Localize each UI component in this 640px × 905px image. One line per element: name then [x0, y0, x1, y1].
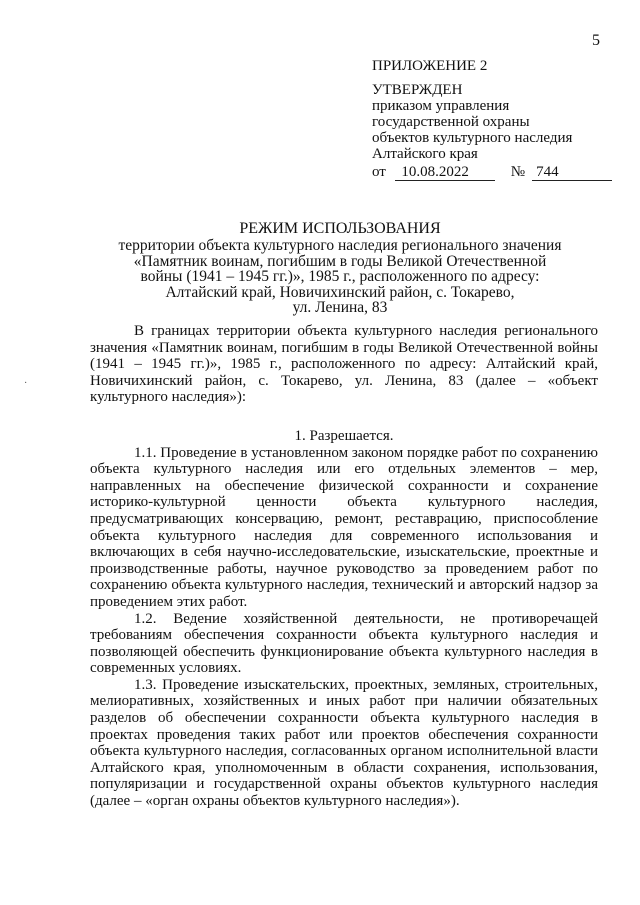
- heading-line: «Памятник воинам, погибшим в годы Великой Отечественной: [133, 252, 547, 270]
- order-date-number-row: [372, 164, 612, 181]
- from-label: от: [372, 164, 386, 180]
- heading-line: войны (1941 – 1945 гг.)», 1985 г., расположенного по адресу:: [140, 268, 540, 285]
- intro-paragraph: В границах территории объекта культурного наследия регионального значения «Памятник воинам, погибшим в годы Великой Отечественной войны (1941 – 1945 гг.)», 1985 г., расположенного по адресу: Алтайский край, Новичихинский район, с. Токарево, ул. Ленина, 83 (далее – «объект культурного наследия»):: [90, 323, 598, 406]
- approved-label: УТВЕРЖДЕН: [372, 82, 463, 98]
- annex-label: ПРИЛОЖЕНИЕ 2: [372, 58, 488, 74]
- section-item: 1.3. Проведение изыскательских, проектных, земляных, строительных, мелиоративных, хозяйственных и иных работ при наличии обязательных разделов об обеспечении сохранности объекта культурного наследия в проектах проведения таких работ или проектов обеспечения сохранности объекта культурного наследия, согласованных органом исполнительной власти Алтайского края, уполномоченным в области сохранения, использования, популяризации и государственной охраны объектов культурного наследия (далее – «орган охраны объектов культурного наследия»).: [90, 676, 598, 810]
- approval-line: государственной охраны: [372, 114, 530, 130]
- heading-line: ул. Ленина, 83: [292, 299, 388, 316]
- page-number: 5: [592, 32, 600, 49]
- order-number: 744: [532, 164, 612, 181]
- number-label: №: [510, 164, 526, 180]
- section-item: 1.2. Ведение хозяйственной деятельности, не противоречащей требованиям обеспечения сохранности объекта культурного наследия и позволяющей обеспечить функционирование объекта культурного наследия в современных условиях.: [90, 610, 598, 677]
- document-heading: [90, 220, 590, 316]
- document-body: [90, 323, 598, 810]
- document-title: РЕЖИМ ИСПОЛЬЗОВАНИЯ: [239, 220, 441, 237]
- order-date: 10.08.2022: [395, 164, 494, 181]
- approval-line: приказом управления: [372, 98, 510, 114]
- heading-line: Алтайский край, Новичихинский район, с. Токарево,: [165, 283, 515, 301]
- section-item: 1.1. Проведение в установленном законом порядке работ по сохранению объекта культурного наследия или его отдельных элементов – мер, направленных на обеспечение физической сохранности и сохранение историко-культурной ценности объекта культурного наследия, предусматривающих консервацию, ремонт, реставрацию, приспособление объекта культурного наследия для современного использования и включающих в себя научно-исследовательские, изыскательские, проектные и производственные работы, научное руководство за проведением работ по сохранению объекта культурного наследия, технический и авторский надзор за проведением этих работ.: [90, 444, 598, 610]
- section-title: 1. Разрешается.: [294, 427, 394, 444]
- heading-line: территории объекта культурного наследия регионального значения: [118, 237, 562, 254]
- approval-line: Алтайского края: [372, 146, 478, 162]
- approval-block: [372, 58, 612, 181]
- approval-line: объектов культурного наследия: [372, 130, 573, 146]
- scan-mark: ·: [24, 378, 28, 389]
